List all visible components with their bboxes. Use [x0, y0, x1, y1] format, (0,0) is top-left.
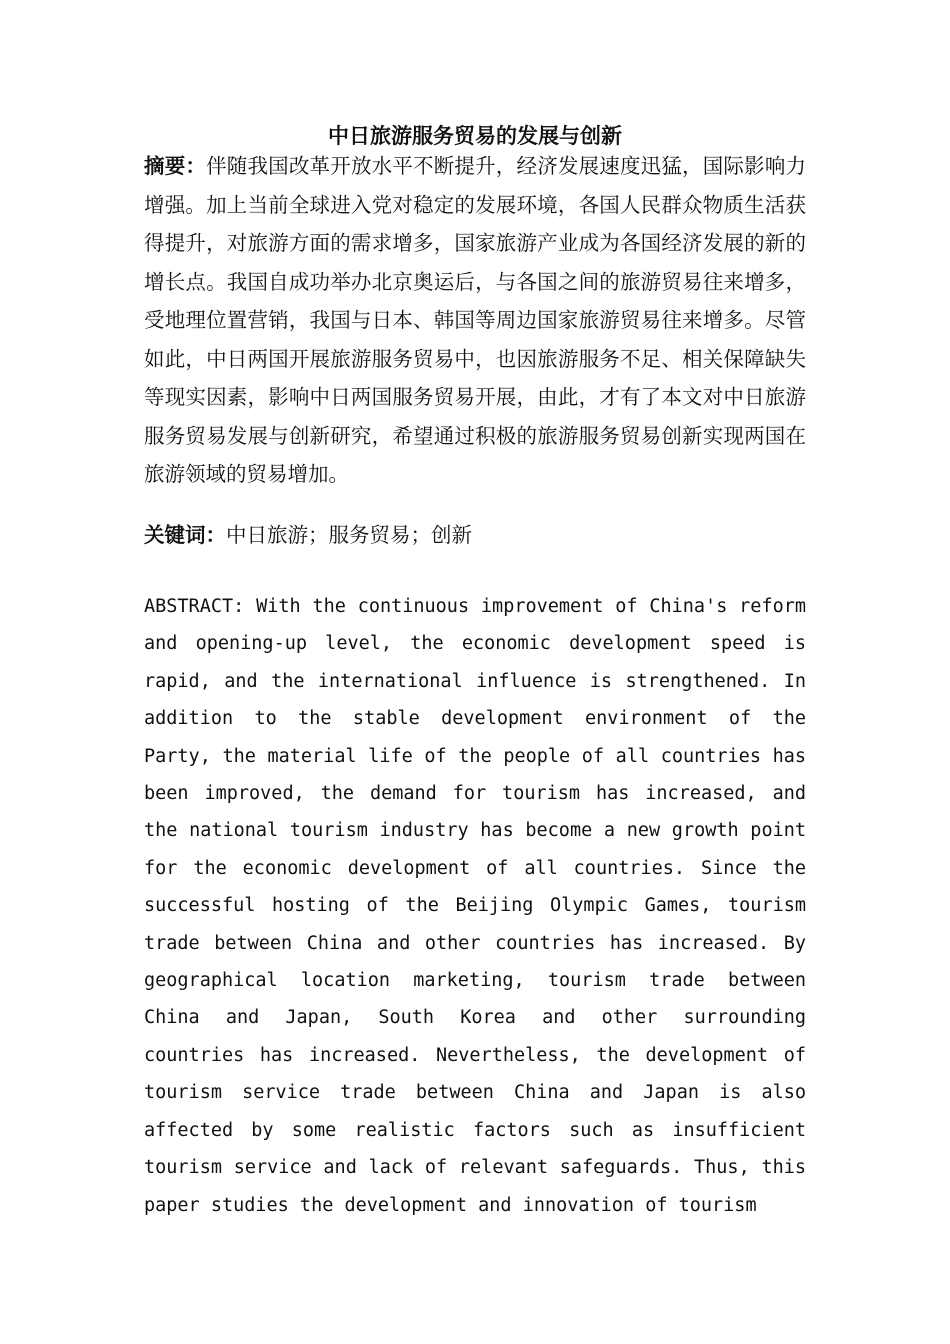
- paper-title: 中日旅游服务贸易的发展与创新: [328, 124, 622, 148]
- keywords-line: [144, 516, 806, 555]
- keywords-label: 关键词：: [144, 523, 226, 547]
- abstract-text: 伴随我国改革开放水平不断提升，经济发展速度迅猛，国际影响力增强。加上当前全球进入党对稳定的发展环境，各国人民群众物质生活获得提升，对旅游方面的需求增多，国家旅游产业成为各国经济发展的新的增长点。我国自成功举办北京奥运后，与各国之间的旅游贸易往来增多，受地理位置营销，我国与日本、韩国等周边国家旅游贸易往来增多。尽管如此，中日两国开展旅游服务贸易中，也因旅游服务不足、相关保障缺失等现实因素，影响中日两国服务贸易开展，由此，才有了本文对中日旅游服务贸易发展与创新研究，希望通过积极的旅游服务贸易创新实现两国在旅游领域的贸易增加。: [144, 154, 807, 486]
- english-abstract: ABSTRACT: With the continuous improvement of China's reform and opening-up level, the economic development speed is rapid, and the international influence is strengthened. In addition to the stable development environment of the Party, the material life of the people of all countries has been improved, the demand for tourism has increased, and the national tourism industry has become a new growth point for the economic development of all countries. Since the successful hosting of the Beijing Olympic Games, tourism trade between China and other countries has increased. By geographical location marketing, tourism trade between China and Japan, South Korea and other surrounding countries has increased. Nevertheless, the development of tourism service trade between China and Japan is also affected by some realistic factors such as insufficient tourism service and lack of relevant safeguards. Thus, this paper studies the development and innovation of tourism: [144, 596, 806, 1216]
- keywords-text: 中日旅游；服务贸易；创新: [226, 523, 472, 547]
- abstract-label: 摘要：: [144, 154, 207, 178]
- chinese-abstract: [144, 147, 806, 494]
